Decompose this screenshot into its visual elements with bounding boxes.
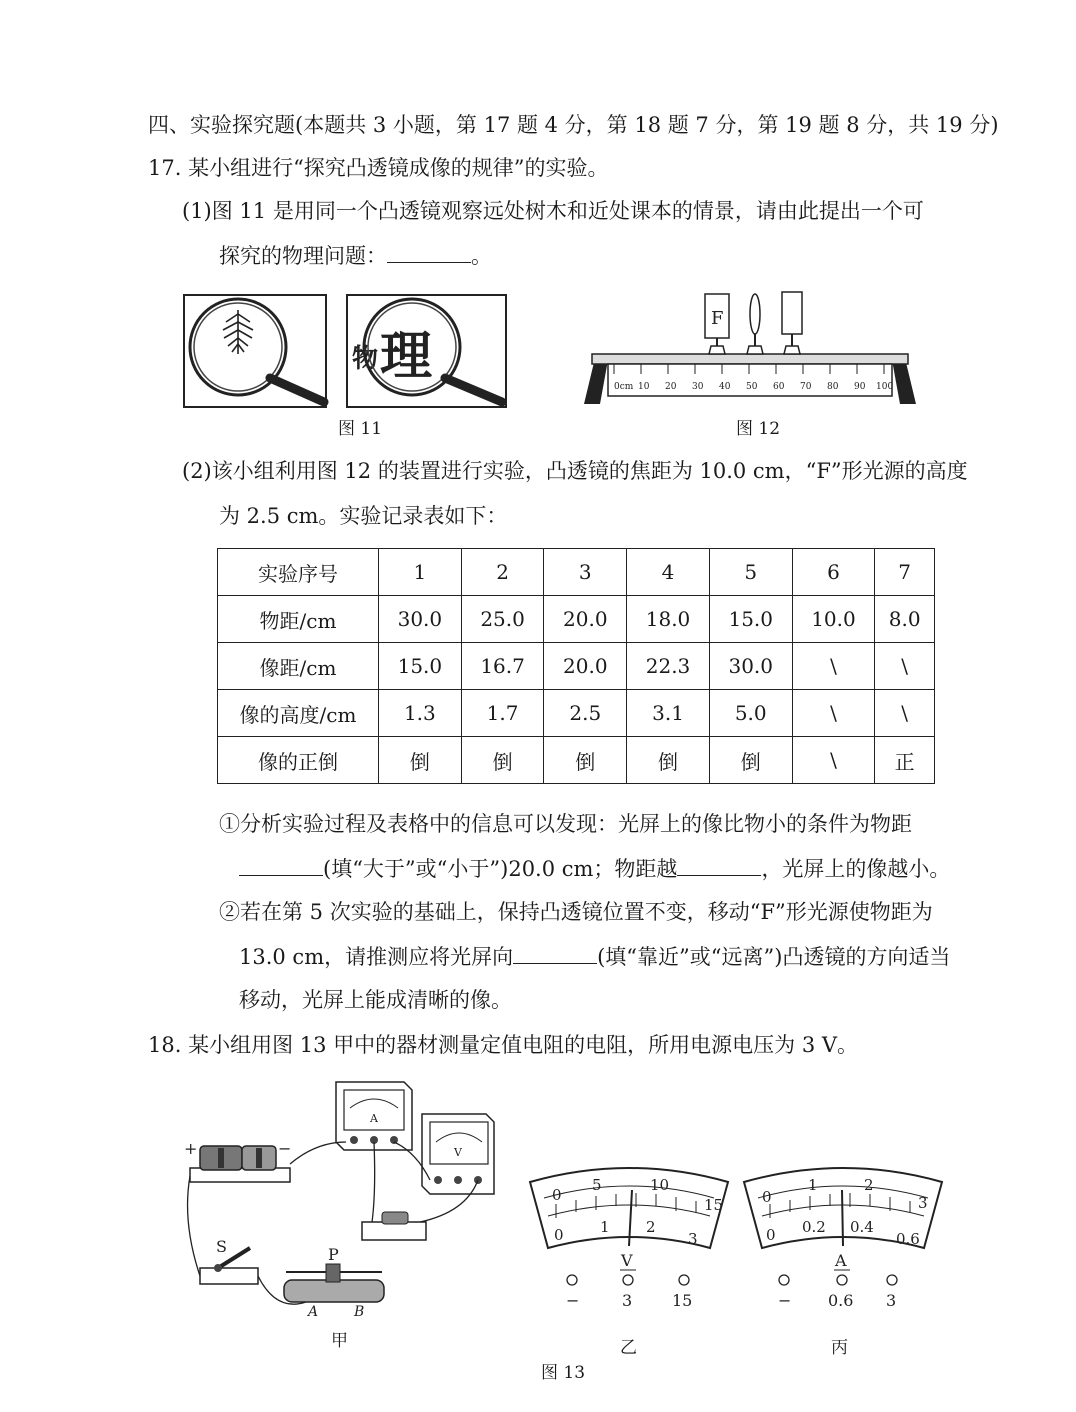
battery-icon <box>190 1146 290 1182</box>
scale-label: 3 <box>688 1230 698 1248</box>
q17-sub2-line2 <box>239 941 950 972</box>
terminal-icon <box>779 1275 789 1285</box>
table-cell: 倒 <box>709 737 792 784</box>
dial-needle <box>842 1190 843 1246</box>
table-cell: 22.3 <box>627 643 710 690</box>
answer-blank[interactable] <box>387 240 471 263</box>
light-screen-icon <box>782 292 802 354</box>
ammeter-device-icon <box>336 1082 412 1150</box>
table-cell: 2 <box>461 549 544 596</box>
voltmeter-dial <box>524 1160 734 1330</box>
battery-minus-label: − <box>278 1139 292 1158</box>
table-cell: 倒 <box>627 737 710 784</box>
terminal-label: − <box>566 1291 580 1310</box>
figure-11 <box>180 292 512 412</box>
scale-label: 0 <box>554 1226 564 1244</box>
table-cell: 4 <box>627 549 710 596</box>
table-cell: 30.0 <box>709 643 792 690</box>
table-cell: 倒 <box>461 737 544 784</box>
scale-label: 1 <box>600 1218 610 1236</box>
voltmeter-device-icon <box>422 1114 494 1194</box>
q17-sub1-mid: (填“大于”或“小于”)20.0 cm；物距越 <box>323 857 678 881</box>
table-row <box>218 643 935 690</box>
terminal-b-label: B <box>354 1304 365 1320</box>
table-cell: 5 <box>709 549 792 596</box>
scale-label: 0.6 <box>896 1230 920 1248</box>
terminal-icon <box>623 1275 633 1285</box>
light-source-icon <box>705 294 729 354</box>
terminal-label: 15 <box>672 1291 693 1310</box>
fig11-caption: 图 11 <box>338 419 383 439</box>
terminal-icon <box>837 1275 847 1285</box>
q17-part1-prefix: 探究的物理问题： <box>219 244 387 268</box>
scale-label: 2 <box>646 1218 656 1236</box>
table-cell: 30.0 <box>379 596 462 643</box>
fig11-char-right: 理 <box>380 326 433 387</box>
table-cell: 20.0 <box>544 596 627 643</box>
terminal-icon <box>679 1275 689 1285</box>
rheostat-icon <box>284 1264 384 1302</box>
table-cell: 3 <box>544 549 627 596</box>
table-cell: 正 <box>875 737 935 784</box>
table-cell: 18.0 <box>627 596 710 643</box>
row-label: 像的高度/cm <box>218 690 379 737</box>
row-label: 物距/cm <box>218 596 379 643</box>
q18-stem: 18. 某小组用图 13 甲中的器材测量定值电阻的电阻，所用电源电压为 3 V。 <box>148 1033 859 1057</box>
scale-label: 0 <box>762 1188 772 1206</box>
fig13-sub-bing: 丙 <box>831 1338 848 1358</box>
table-cell: 倒 <box>379 737 462 784</box>
terminal-label: 3 <box>886 1291 897 1310</box>
ruler-tick-label: 80 <box>827 382 839 392</box>
figure-13-jia <box>176 1072 516 1352</box>
table-cell: \ <box>792 690 875 737</box>
switch-label: S <box>216 1237 227 1256</box>
figure-12 <box>578 286 924 412</box>
q17-sub2-end: (填“靠近”或“远离”)凸透镜的方向适当 <box>597 945 951 969</box>
ruler-tick-label: 100 <box>876 382 894 392</box>
wire <box>188 1176 200 1276</box>
table-row <box>218 737 935 784</box>
answer-blank[interactable] <box>239 853 323 876</box>
scale-label: 0 <box>766 1226 776 1244</box>
table-cell: 20.0 <box>544 643 627 690</box>
scale-label: 0 <box>552 1186 562 1204</box>
q17-sub1-line1: ①分析实验过程及表格中的信息可以发现：光屏上的像比物小的条件为物距 <box>219 812 912 836</box>
q17-sub1-end: ，光屏上的像越小。 <box>761 857 951 881</box>
fig13-sub-jia: 甲 <box>331 1331 348 1351</box>
q17-sub2-line1: ②若在第 5 次实验的基础上，保持凸透镜位置不变，移动“F”形光源使物距为 <box>219 900 933 924</box>
terminal-icon <box>567 1275 577 1285</box>
experiment-table <box>217 548 935 784</box>
table-cell: 倒 <box>544 737 627 784</box>
fig11-char-left: 物 <box>352 344 379 374</box>
fig13-sub-yi: 乙 <box>620 1338 637 1358</box>
table-cell: 10.0 <box>792 596 875 643</box>
fig12-caption: 图 12 <box>736 419 781 439</box>
answer-blank[interactable] <box>677 853 761 876</box>
ruler-tick-label: 60 <box>773 382 785 392</box>
ruler-tick-label: 40 <box>719 382 731 392</box>
row-label: 像距/cm <box>218 643 379 690</box>
table-cell: 5.0 <box>709 690 792 737</box>
light-source-letter: F <box>711 308 724 329</box>
table-cell: 6 <box>792 549 875 596</box>
table-cell: \ <box>875 643 935 690</box>
q17-part1-line1: (1)图 11 是用同一个凸透镜观察远处树木和近处课本的情景，请由此提出一个可 <box>182 199 924 223</box>
q17-part1-suffix: 。 <box>471 244 492 268</box>
table-cell: 1.7 <box>461 690 544 737</box>
convex-lens-icon <box>747 294 763 354</box>
q17-sub2-line3: 移动，光屏上能成清晰的像。 <box>239 988 512 1012</box>
table-cell: 15.0 <box>379 643 462 690</box>
q17-part2-line1: (2)该小组利用图 12 的装置进行实验，凸透镜的焦距为 10.0 cm，“F”形光源的高度 <box>182 459 968 483</box>
meter-symbol: V <box>621 1251 633 1270</box>
ruler-tick-label: 90 <box>854 382 866 392</box>
table-cell: \ <box>792 737 875 784</box>
switch-icon <box>200 1248 258 1284</box>
meter-symbol: A <box>835 1251 847 1270</box>
row-label: 实验序号 <box>218 549 379 596</box>
table-cell: 15.0 <box>709 596 792 643</box>
table-cell: 25.0 <box>461 596 544 643</box>
svg-text:A: A <box>370 1112 378 1125</box>
table-row <box>218 690 935 737</box>
terminal-label: 3 <box>622 1291 633 1310</box>
resistor-icon <box>362 1212 426 1240</box>
terminal-icon <box>887 1275 897 1285</box>
ruler-tick-label: 30 <box>692 382 704 392</box>
ruler-unit: 0cm <box>614 382 634 392</box>
answer-blank[interactable] <box>513 941 597 964</box>
q17-sub1-line2 <box>239 853 950 884</box>
table-cell: 8.0 <box>875 596 935 643</box>
table-row <box>218 549 935 596</box>
ruler-tick-label: 50 <box>746 382 758 392</box>
row-label: 像的正倒 <box>218 737 379 784</box>
ruler-tick-label: 20 <box>665 382 677 392</box>
terminal-label: − <box>778 1291 792 1310</box>
wire <box>290 1142 346 1164</box>
scale-label: 0.4 <box>850 1218 874 1236</box>
q17-stem: 17. 某小组进行“探究凸透镜成像的规律”的实验。 <box>148 156 609 180</box>
scale-label: 2 <box>864 1176 874 1194</box>
wire <box>372 1142 375 1222</box>
scale-label: 5 <box>592 1176 602 1194</box>
table-cell: 3.1 <box>627 690 710 737</box>
ruler-tick-label: 10 <box>638 382 650 392</box>
scale-label: 1 <box>808 1176 818 1194</box>
scale-label: 0.2 <box>802 1218 826 1236</box>
table-cell: 2.5 <box>544 690 627 737</box>
terminal-a-label: A <box>308 1304 319 1320</box>
battery-plus-label: + <box>184 1139 198 1158</box>
scale-label: 3 <box>918 1194 928 1212</box>
q17-sub2-start: 13.0 cm，请推测应将光屏向 <box>239 945 514 969</box>
scale-label: 10 <box>650 1176 670 1194</box>
table-cell: 1.3 <box>379 690 462 737</box>
table-row <box>218 596 935 643</box>
fig13-caption: 图 13 <box>541 1363 586 1383</box>
ruler-tick-label: 70 <box>800 382 812 392</box>
section-heading: 四、实验探究题(本题共 3 小题，第 17 题 4 分，第 18 题 7 分，第 19 题 8 分，共 19 分) <box>148 113 999 137</box>
table-cell: 16.7 <box>461 643 544 690</box>
terminal-label: 0.6 <box>828 1291 854 1310</box>
q17-part2-line2: 为 2.5 cm。实验记录表如下： <box>219 504 508 528</box>
ammeter-dial <box>738 1160 948 1330</box>
scale-label: 15 <box>704 1196 724 1214</box>
table-cell: 7 <box>875 549 935 596</box>
q17-part1-line2 <box>219 240 492 271</box>
table-cell: 1 <box>379 549 462 596</box>
svg-text:V: V <box>454 1146 462 1159</box>
table-cell: \ <box>875 690 935 737</box>
table-cell: \ <box>792 643 875 690</box>
slider-label: P <box>328 1245 339 1264</box>
